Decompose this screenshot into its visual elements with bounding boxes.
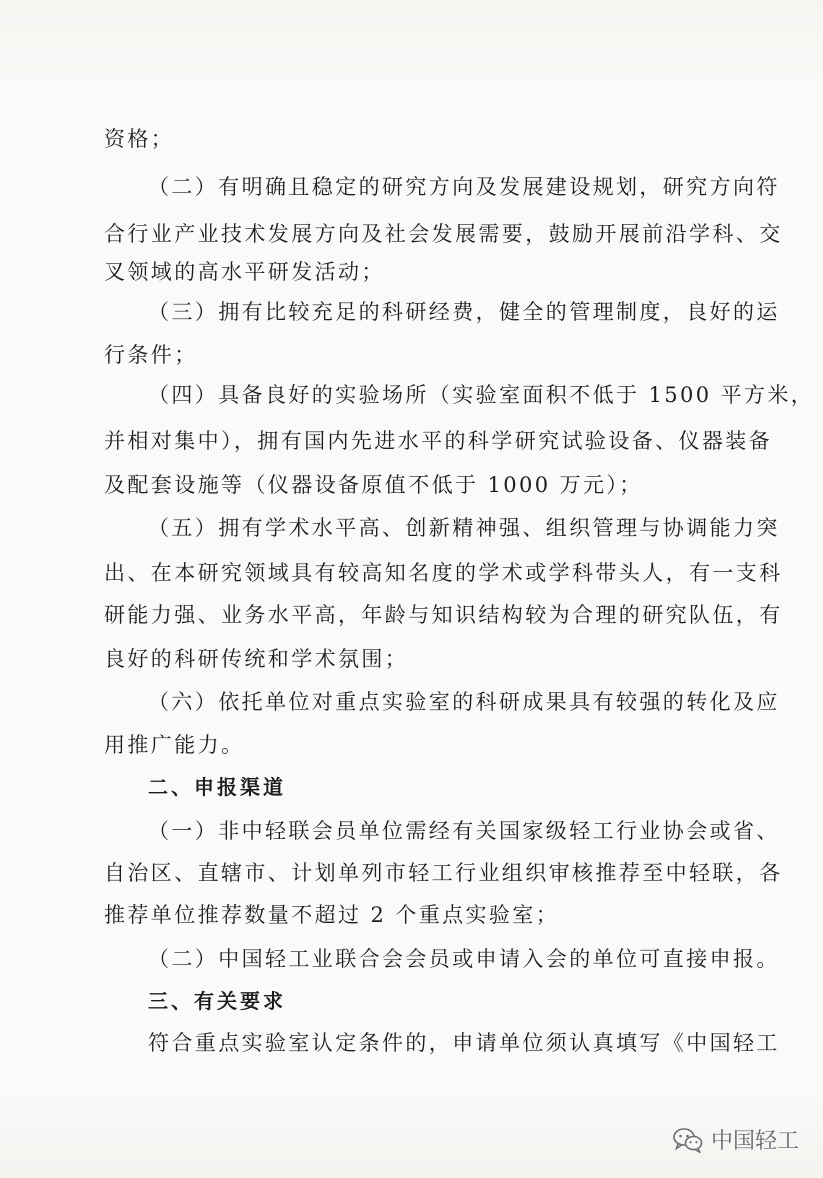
watermark-text: 中国轻工 [710,1129,799,1154]
text-line: 出、在本研究领域具有较高知名度的学术或学科带头人，有一支科 [104,561,783,585]
text-line: 叉领域的高水平研发活动； [104,260,385,284]
text-line: 推荐单位推荐数量不超过 2 个重点实验室； [104,903,560,927]
wechat-watermark [673,1124,799,1155]
text-line: 用推广能力。 [104,733,245,757]
text-line: （二）有明确且稳定的研究方向及发展建设规划，研究方向符 [148,175,780,199]
text-line: （四）具备良好的实验场所（实验室面积不低于 1500 平方米， [148,383,815,407]
text-line: （一）非中轻联会员单位需经有关国家级轻工行业协会或省、 [148,819,780,843]
section-heading-requirements: 三、有关要求 [148,989,286,1013]
wechat-icon [673,1127,703,1153]
text-line: 并相对集中），拥有国内先进水平的科学研究试验设备、仪器装备 [104,429,773,453]
section-heading-application-channels: 二、申报渠道 [148,775,286,799]
text-line: 合行业产业技术发展方向及社会发展需要，鼓励开展前沿学科、交 [104,222,783,246]
text-line: 良好的科研传统和学术氛围； [104,647,409,671]
text-line: 符合重点实验室认定条件的，申请单位须认真填写《中国轻工 [148,1031,780,1055]
text-line: 资格； [104,127,175,151]
text-line: （二）中国轻工业联合会会员或申请入会的单位可直接申报。 [148,947,780,971]
text-line: 研能力强、业务水平高，年龄与知识结构较为合理的研究队伍，有 [104,603,783,627]
text-line: 行条件； [104,343,198,367]
text-line: （五）拥有学术水平高、创新精神强、组织管理与协调能力突 [148,516,780,540]
text-line: （三）拥有比较充足的科研经费，健全的管理制度，良好的运 [148,300,780,324]
text-line: 自治区、直辖市、计划单列市轻工行业组织审核推荐至中轻联，各 [104,861,783,885]
text-line: 及配套设施等（仪器设备原值不低于 1000 万元）； [104,473,643,497]
text-line: （六）依托单位对重点实验室的科研成果具有较强的转化及应 [148,690,780,714]
